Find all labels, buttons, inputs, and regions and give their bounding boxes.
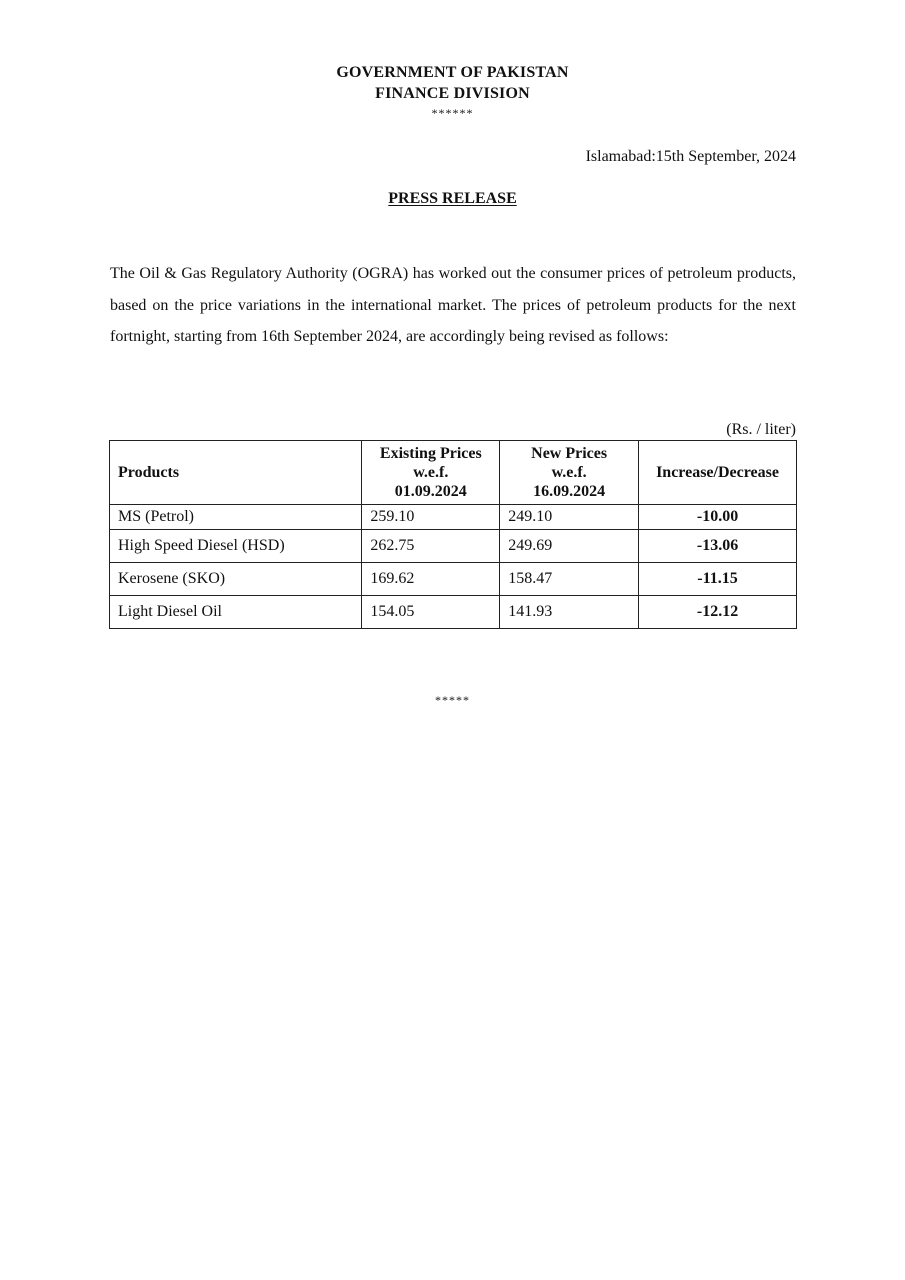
existing-price-cell: 169.62 <box>362 563 500 596</box>
government-heading: GOVERNMENT OF PAKISTAN <box>336 64 569 81</box>
change-cell: -13.06 <box>639 530 797 563</box>
table-row <box>110 530 797 563</box>
price-table <box>109 440 797 629</box>
table-row <box>110 563 797 596</box>
press-release-title: PRESS RELEASE <box>388 190 517 207</box>
header-new-prices <box>500 441 639 505</box>
product-cell: MS (Petrol) <box>110 505 362 530</box>
header-products: Products <box>110 441 362 505</box>
unit-label: (Rs. / liter) <box>726 421 796 438</box>
new-price-cell: 249.10 <box>500 505 639 530</box>
header-new-line: New Prices <box>531 445 608 462</box>
header-existing-line: w.e.f. <box>413 464 449 481</box>
change-cell: -10.00 <box>639 505 797 530</box>
change-cell: -11.15 <box>639 563 797 596</box>
header-existing-date: 01.09.2024 <box>394 483 467 500</box>
footer-separator: ***** <box>435 693 470 707</box>
table-header-row <box>110 441 797 505</box>
product-cell: Kerosene (SKO) <box>110 563 362 596</box>
division-heading: FINANCE DIVISION <box>375 85 530 102</box>
header-existing-prices <box>362 441 500 505</box>
header-separator: ****** <box>431 106 474 120</box>
change-cell: -12.12 <box>639 596 797 629</box>
table-row <box>110 505 797 530</box>
dateline: Islamabad:15th September, 2024 <box>585 148 796 165</box>
existing-price-cell: 259.10 <box>362 505 500 530</box>
new-price-cell: 158.47 <box>500 563 639 596</box>
new-price-cell: 141.93 <box>500 596 639 629</box>
product-cell: Light Diesel Oil <box>110 596 362 629</box>
header-change: Increase/Decrease <box>639 441 797 505</box>
new-price-cell: 249.69 <box>500 530 639 563</box>
table-row <box>110 596 797 629</box>
header-existing-line: Existing Prices <box>379 445 482 462</box>
product-cell: High Speed Diesel (HSD) <box>110 530 362 563</box>
body-paragraph: The Oil & Gas Regulatory Authority (OGRA) has worked out the consumer prices of petroleum products, based on the price variations in the international market. The prices of petroleum products for the next fortnight, starting from 16th September 2024, are accordingly being revised as follows: <box>110 265 796 345</box>
header-new-line: w.e.f. <box>551 464 587 481</box>
existing-price-cell: 154.05 <box>362 596 500 629</box>
header-new-date: 16.09.2024 <box>533 483 606 500</box>
existing-price-cell: 262.75 <box>362 530 500 563</box>
